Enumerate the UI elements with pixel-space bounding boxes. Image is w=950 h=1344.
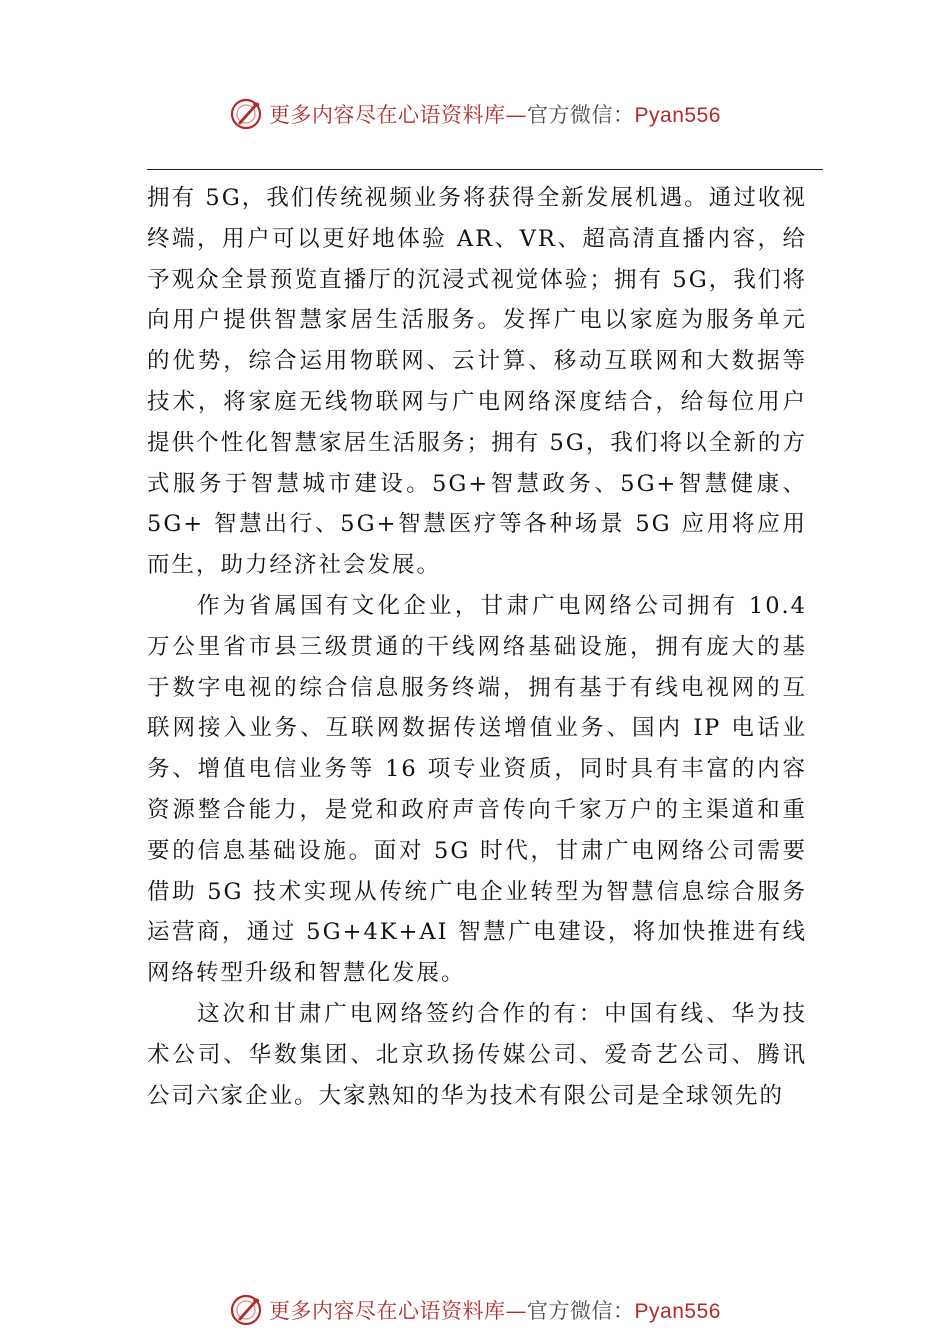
watermark-dash: — <box>505 103 528 127</box>
watermark-text <box>269 99 721 129</box>
quill-seal-icon <box>229 97 263 131</box>
paragraph-3: 这次和甘肃广电网络签约合作的有：中国有线、华为技术公司、华数集团、北京玖扬传媒公司、爱奇艺公司、腾讯公司六家企业。大家熟知的华为技术有限公司是全球领先的 <box>147 1000 807 1109</box>
header-divider <box>147 169 823 170</box>
footer-watermark <box>0 1290 950 1330</box>
document-body <box>147 178 807 1116</box>
watermark-wechat-id: Pyan556 <box>634 1300 721 1323</box>
paragraph-2: 作为省属国有文化企业，甘肃广电网络公司拥有 10.4 万公里省市县三级贯通的干线网络基础设施，拥有庞大的基于数字电视的综合信息服务终端，拥有基于有线电视网的互联网接入业务、互联网数据传送增值业务、国内 IP 电话业务、增值电信业务等 16 项专业资质，同时具有丰富的内容资源整合能力，是党和政府声音传向千家万户的主渠道和重要的信息基础设施。面对 5G 时代，甘肃广电网络公司需要借助 5G 技术实现从传统广电企业转型为智慧信息综合服务运营商，通过 5G+4K+AI 智慧广电建设，将加快推进有线网络转型升级和智慧化发展。 <box>147 592 807 987</box>
watermark-middle: 官方微信： <box>527 103 635 127</box>
watermark-middle: 官方微信： <box>527 1299 635 1323</box>
watermark-prefix: 更多内容尽在心语资料库 <box>269 103 506 127</box>
paragraph-1: 拥有 5G，我们传统视频业务将获得全新发展机遇。通过收视终端，用户可以更好地体验 AR、VR、超高清直播内容，给予观众全景预览直播厅的沉浸式视觉体验；拥有 5G，我们将向用户提供智慧家居生活服务。发挥广电以家庭为服务单元的优势，综合运用物联网、云计算、移动互联网和大数据等技术，将家庭无线物联网与广电网络深度结合，给每位用户提供个性化智慧家居生活服务；拥有 5G，我们将以全新的方式服务于智慧城市建设。5G+智慧政务、5G+智慧健康、5G+ 智慧出行、5G+智慧医疗等各种场景 5G 应用将应用而生，助力经济社会发展。 <box>147 185 807 579</box>
watermark-dash: — <box>505 1299 528 1323</box>
header-watermark <box>0 94 950 134</box>
watermark-text <box>269 1295 721 1325</box>
quill-seal-icon <box>229 1293 263 1327</box>
watermark-prefix: 更多内容尽在心语资料库 <box>269 1299 506 1323</box>
watermark-wechat-id: Pyan556 <box>634 104 721 127</box>
